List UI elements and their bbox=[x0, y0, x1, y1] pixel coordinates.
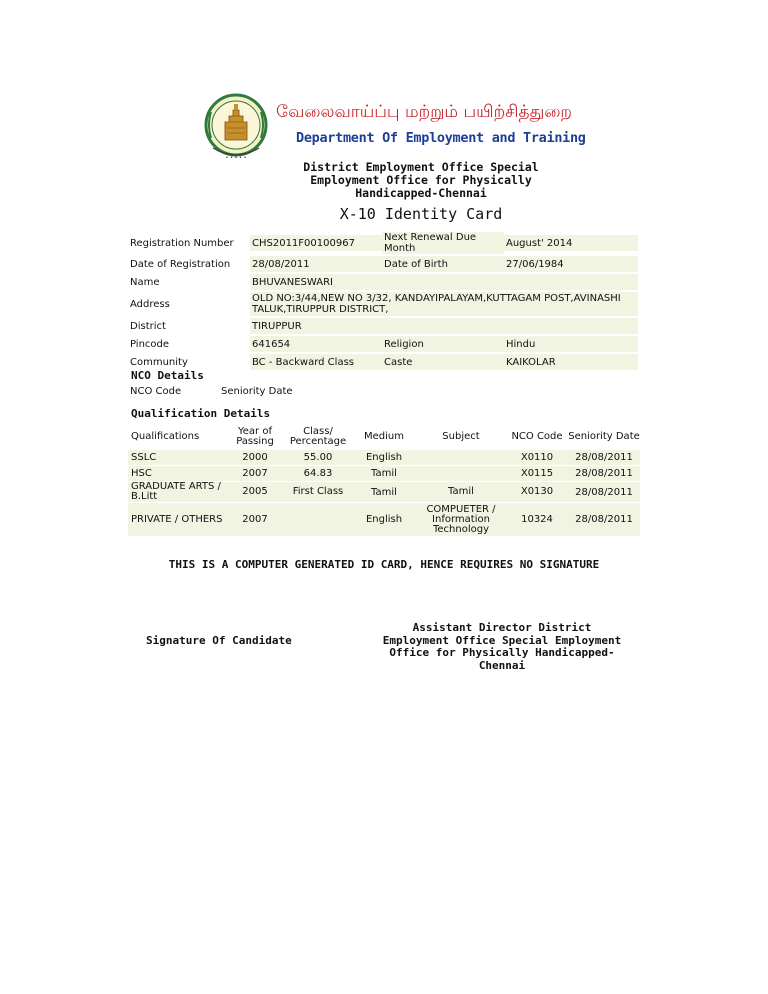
class-cell: 64.83 bbox=[303, 467, 333, 479]
nco-code-cell: X0115 bbox=[520, 467, 554, 479]
seniority-date-cell: 28/08/2011 bbox=[575, 452, 633, 463]
computer-generated-notice: THIS IS A COMPUTER GENERATED ID CARD, HENCE REQUIRES NO SIGNATURE bbox=[168, 558, 600, 571]
caste-value: KAIKOLAR bbox=[504, 354, 638, 370]
nco-details-heading: NCO Details bbox=[131, 369, 204, 382]
medium-cell: English bbox=[365, 452, 403, 463]
community-label: Community bbox=[130, 356, 188, 368]
table-row bbox=[128, 503, 640, 536]
qualification-cell: HSC bbox=[131, 467, 152, 479]
date-of-birth-label: Date of Birth bbox=[382, 256, 504, 272]
seniority-date-cell: 28/08/2011 bbox=[575, 514, 633, 525]
name-value: BHUVANESWARI bbox=[250, 274, 638, 290]
district-value: TIRUPPUR bbox=[250, 318, 638, 334]
religion-label: Religion bbox=[382, 336, 504, 352]
details-row bbox=[128, 354, 640, 370]
column-header: Seniority Date bbox=[568, 431, 640, 442]
district-label: District bbox=[130, 320, 166, 332]
medium-cell: Tamil bbox=[371, 468, 397, 479]
tamil-department-title: வேலைவாய்ப்பு மற்றும் பயிற்சித்துறை bbox=[276, 102, 572, 122]
date-of-birth-value: 27/06/1984 bbox=[504, 256, 638, 272]
qualification-cell: PRIVATE / OTHERS bbox=[131, 513, 223, 525]
column-header: Qualifications bbox=[131, 430, 200, 442]
year-cell: 2005 bbox=[242, 486, 268, 497]
table-row bbox=[128, 450, 640, 465]
seniority-date-label: Seniority Date bbox=[221, 386, 293, 397]
office-title: District Employment Office Special Employment Office for Physically Handicapped-Chennai bbox=[303, 160, 539, 200]
year-cell: 2007 bbox=[242, 467, 268, 479]
seniority-date-cell: 28/08/2011 bbox=[575, 468, 633, 479]
tamil-nadu-emblem-icon bbox=[203, 92, 269, 162]
table-row bbox=[128, 466, 640, 481]
class-cell: 55.00 bbox=[303, 451, 333, 463]
details-row bbox=[128, 292, 640, 316]
column-header: Subject bbox=[442, 430, 480, 442]
qualification-cell: SSLC bbox=[131, 451, 157, 463]
year-cell: 2000 bbox=[242, 451, 268, 463]
details-row bbox=[128, 318, 640, 334]
address-value: OLD NO:3/44,NEW NO 3/32, KANDAYIPALAYAM,KUTTAGAM POST,AVINASHI TALUK,TIRUPPUR DISTRICT, bbox=[250, 292, 638, 316]
subject-cell: COMPUETER / Information Technology bbox=[426, 503, 496, 535]
pincode-label: Pincode bbox=[130, 338, 170, 350]
date-of-registration-value: 28/08/2011 bbox=[250, 256, 382, 272]
seniority-date-cell: 28/08/2011 bbox=[575, 486, 633, 498]
details-row bbox=[128, 336, 640, 352]
religion-value: Hindu bbox=[504, 336, 638, 352]
name-label: Name bbox=[130, 276, 160, 288]
nco-code-label: NCO Code bbox=[130, 386, 182, 397]
nco-code-cell: X0110 bbox=[520, 451, 554, 463]
registration-number-value: CHS2011F00100967 bbox=[250, 235, 382, 251]
registration-number-label: Registration Number bbox=[130, 237, 234, 249]
qualification-details-heading: Qualification Details bbox=[131, 407, 271, 420]
card-title: X-10 Identity Card bbox=[339, 205, 503, 223]
column-header: NCO Code bbox=[511, 430, 563, 442]
nco-code-cell: X0130 bbox=[520, 486, 554, 497]
column-header: Year of Passing bbox=[236, 425, 274, 447]
table-row bbox=[128, 482, 640, 502]
year-cell: 2007 bbox=[242, 513, 268, 525]
next-renewal-label: Next Renewal Due Month bbox=[382, 232, 504, 254]
nco-code-cell: 10324 bbox=[521, 513, 553, 525]
details-row bbox=[128, 274, 640, 290]
class-cell: First Class bbox=[292, 486, 344, 497]
details-row bbox=[128, 232, 640, 254]
column-header: Class/ Percentage bbox=[289, 425, 347, 447]
qualification-header-row bbox=[128, 423, 640, 450]
nco-details-row bbox=[130, 386, 293, 397]
qualification-cell: GRADUATE ARTS / B.Litt bbox=[131, 481, 221, 502]
candidate-details bbox=[128, 232, 640, 372]
column-header: Medium bbox=[364, 431, 404, 442]
department-title: Department Of Employment and Training bbox=[296, 130, 586, 146]
medium-cell: English bbox=[365, 514, 403, 525]
medium-cell: Tamil bbox=[371, 486, 397, 498]
address-label: Address bbox=[130, 298, 170, 310]
candidate-signature-label: Signature Of Candidate bbox=[146, 634, 292, 647]
authority-signature-label: Assistant Director District Employment Office Special Employment Office for Physically Handicapped-Chennai bbox=[382, 621, 622, 672]
details-row bbox=[128, 256, 640, 272]
date-of-registration-label: Date of Registration bbox=[130, 258, 231, 270]
svg-text:• • • • •: • • • • • bbox=[225, 155, 247, 161]
caste-label: Caste bbox=[382, 354, 504, 370]
qualification-table bbox=[128, 423, 640, 537]
next-renewal-value: August' 2014 bbox=[504, 235, 638, 251]
community-value: BC - Backward Class bbox=[250, 354, 382, 370]
pincode-value: 641654 bbox=[250, 336, 382, 352]
subject-cell: Tamil bbox=[448, 486, 474, 497]
